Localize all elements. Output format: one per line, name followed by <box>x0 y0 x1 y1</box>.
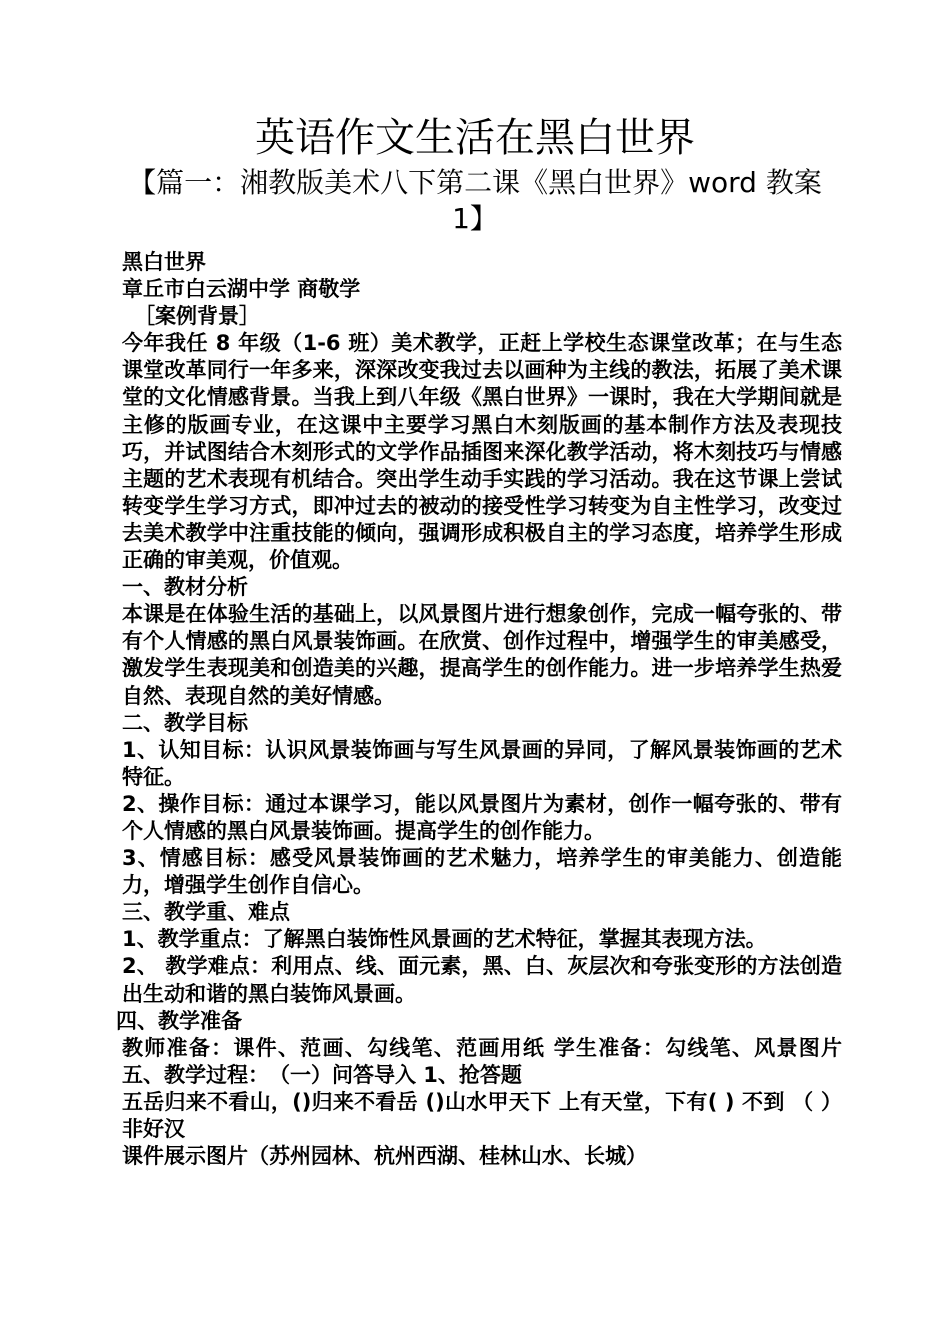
paragraph: 五岳归来不看山，()归来不看岳 ()山水甲天下 上有天堂，下有( ) 不到 （ ） 非好汉 <box>122 1089 842 1141</box>
list-item: 2、 教学难点：利用点、线、面元素，黑、白、灰层次和夸张变形的方法创造出生动和谐的黑白装饰风景画。 <box>122 954 842 1006</box>
paragraph: 今年我任 8 年级（1-6 班）美术教学，正赶上学校生态课堂改革；在与生态课堂改革同行一年多来，深深改变我过去以画种为主线的教法，拓展了美术课堂的文化情感背景。当我上到八年级《黑白世界》一课时，我在大学期间就是主修的版画专业，在这课中主要学习黑白木刻版画的基本制作方法及表现技巧，并试图结合木刻形式的文学作品插图来深化教学活动，将木刻技巧与情感主题的艺术表现有机结合。突出学生动手实践的学习活动。我在这节课上尝试转变学生学习方式，即冲过去的被动的接受性学习转变为自主性学习，改变过去美术教学中注重技能的倾向，强调形成积极自主的学习态度，培养学生形成正确的审美观，价值观。 <box>122 331 842 573</box>
paragraph: 教师准备：课件、范画、勾线笔、范画用纸 学生准备：勾线笔、风景图片 五、教学过程： （一）问答导入 1、抢答题 <box>122 1035 842 1087</box>
section-heading: 黑白世界 <box>122 250 206 274</box>
paragraph: 本课是在体验生活的基础上，以风景图片进行想象创作，完成一幅夸张的、带有个人情感的黑白风景装饰画。在欣赏、创作过程中，增强学生的审美感受，激发学生表现美和创造美的兴趣，提高学生的创作能力。进一步培养学生热爱自然、表现自然的美好情感。 <box>122 602 842 708</box>
author-line: 章丘市白云湖中学 商敬学 <box>122 277 361 302</box>
section-heading: 四、教学准备 <box>116 1008 242 1033</box>
list-item: 3、情感目标：感受风景装饰画的艺术魅力，培养学生的审美能力、创造能力，增强学生创作自信心。 <box>122 846 842 898</box>
list-item: 1、认知目标：认识风景装饰画与写生风景画的异同，了解风景装饰画的艺术特征。 <box>122 737 842 789</box>
document-body <box>116 249 842 1170</box>
section-heading: 三、教学重、难点 <box>122 900 290 925</box>
section-heading: 二、教学目标 <box>122 710 248 735</box>
list-item: 2、操作目标：通过本课学习，能以风景图片为素材，创作一幅夸张的、带有个人情感的黑白风景装饰画。提高学生的创作能力。 <box>122 791 842 843</box>
section-heading: ［案例背景］ <box>134 304 260 329</box>
list-item: 1、教学重点：了解黑白装饰性风景画的艺术特征，掌握其表现方法。 <box>122 927 767 952</box>
document-title: 英语作文生活在黑白世界 <box>255 115 695 161</box>
paragraph: 课件展示图片（苏州园林、杭州西湖、桂林山水、长城） <box>122 1144 647 1169</box>
document-subtitle: 【篇一：湘教版美术八下第二课《黑白世界》word 教案 1】 <box>128 166 822 235</box>
section-heading: 一、教材分析 <box>122 575 248 600</box>
